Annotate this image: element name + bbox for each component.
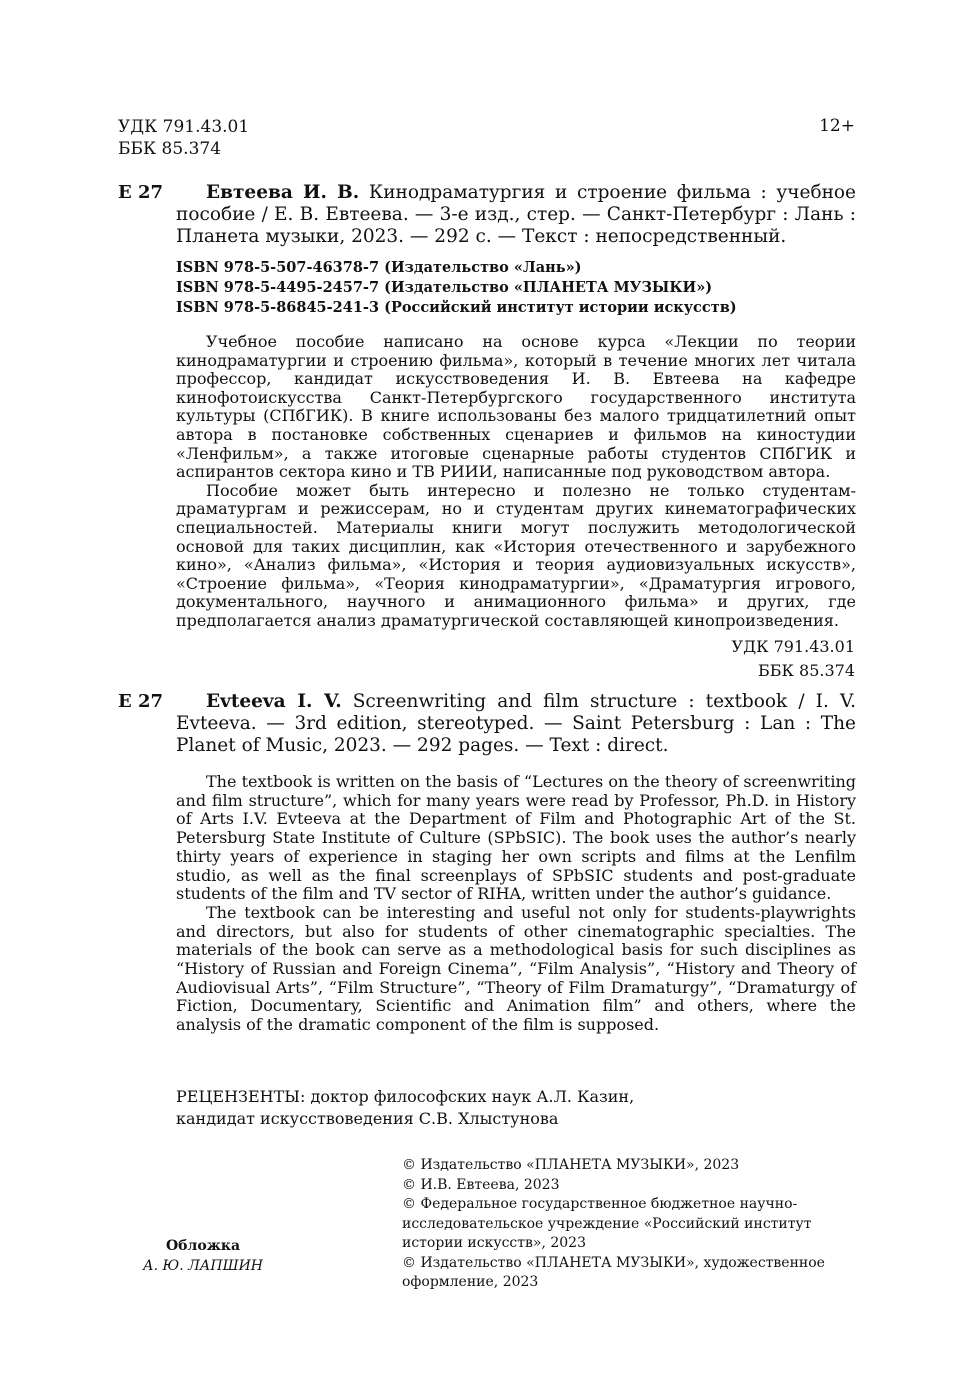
ru-classification-right	[732, 635, 855, 683]
isbn-list	[176, 258, 737, 318]
age-rating: 12+	[819, 116, 855, 136]
ru-abstract	[176, 333, 856, 631]
cover-artist: А. Ю. ЛАПШИН	[143, 1258, 263, 1274]
en-abstract-paragraph: The textbook can be interesting and useful not only for students-playwrights and directors, but also for students of other cinematographic specialties. The materials of the book can serve as a methodological basis for such disciplines as “History of Russian and Foreign Cinema”, “Film Analysis”, “History and Theory of Audiovisual Arts”, “Film Structure”, “Theory of Film Dramaturgy”, “Dramaturgy of Fiction, Documentary, Scientific and Animation film” and others, where the analysis of the dramatic component of the film is supposed.	[176, 902, 856, 1035]
reviewer-line-1: РЕЦЕНЗЕНТЫ: доктор философских наук А.Л. Казин,	[176, 1087, 635, 1106]
isbn-riii: ISBN 978-5-86845-241-3 (Российский институт истории искусств)	[176, 299, 737, 316]
ru-abstract-paragraph: Пособие может быть интересно и полезно не только студентам-драматургам и режиссерам, но и студентам других кинематографических специальностей. Материалы книги могут послужить методологической основой для таких дисциплин, как «История отечественного и зарубежного кино», «Анализ фильма», «История и теория аудиовизуальных искусств», «Строение фильма», «Теория кинодраматургии», «Драматургия игрового, документального, научного и анимационного фильма» и других, где предполагается анализ драматургической составляющей кинопроизведения.	[176, 480, 856, 630]
en-abstract	[176, 773, 856, 1035]
bbk-code-right: ББК 85.374	[758, 661, 855, 680]
cover-credit	[118, 1236, 288, 1276]
ru-abstract-paragraph: Учебное пособие написано на основе курса «Лекции по теории кинодраматургии и строению фильма», который в течение многих лет читала профессор, кандидат искусствоведения И. В. Евтеева на кафедре кинофотоискусства Санкт-Петербургского государственного института культуры (СПбГИК). В книге использованы без малого тридцатилетний опыт автора в постановке собственных сценариев и фильмов на киностудии «Ленфильм», а также итоговые сценарные работы студентов СПбГИК и аспирантов сектора кино и ТВ РИИИ, написанные под руководством автора.	[176, 332, 856, 482]
copyright-line: © И.В. Евтеева, 2023	[402, 1176, 560, 1193]
copyright-block	[402, 1156, 862, 1293]
isbn-planeta: ISBN 978-5-4495-2457-7 (Издательство «ПЛАНЕТА МУЗЫКИ»)	[176, 279, 713, 296]
en-description: Screenwriting and film structure : textbook / I. V. Evteeva. — 3rd edition, stereotyped. — Saint Petersburg : Lan : The Planet of Music, 2023. — 292 pages. — Text : direct.	[176, 691, 856, 756]
udk-code-right: УДК 791.43.01	[731, 637, 855, 656]
isbn-lan: ISBN 978-5-507-46378-7 (Издательство «Лань»)	[176, 259, 582, 276]
bbk-code: ББК 85.374	[118, 139, 222, 159]
en-entry-code: E 27	[118, 691, 164, 712]
cover-label: Обложка	[165, 1238, 241, 1254]
classification-block	[118, 116, 249, 160]
ru-bibliographic-entry	[176, 182, 856, 248]
ru-description: Кинодраматургия и строение фильма : учебное пособие / Е. В. Евтеева. — 3-е изд., стер. — Санкт-Петербург : Лань : Планета музыки, 2023. — 292 с. — Текст : непосредственный.	[176, 182, 856, 247]
reviewer-line-2: кандидат искусствоведения С.В. Хлыстунова	[176, 1109, 559, 1128]
reviewers-block	[176, 1086, 634, 1130]
en-bibliographic-entry	[176, 691, 856, 757]
ru-entry-code: Е 27	[118, 182, 164, 203]
en-abstract-paragraph: The textbook is written on the basis of “Lectures on the theory of screenwriting and film structure”, which for many years were read by Professor, Ph.D. in History of Arts I.V. Evteeva at the Department of Film and Photographic Art of the St. Petersburg State Institute of Culture (SPbSIC). The book uses the author’s nearly thirty years of experience in staging her own scripts and films at the Lenfilm studio, as well as the final screenplays of SPbSIC students and post-graduate students of the film and TV sector of RIHA, written under the author’s guidance.	[176, 772, 856, 904]
copyright-line: © Издательство «ПЛАНЕТА МУЗЫКИ», 2023	[402, 1157, 740, 1173]
en-author: Evteeva I. V.	[206, 691, 342, 712]
copyright-line: © Федеральное государственное бюджетное научно-исследовательское учреждение «Российский институт истории искусств», 2023	[402, 1196, 812, 1251]
ru-author: Евтеева И. В.	[206, 182, 360, 203]
udk-code: УДК 791.43.01	[118, 117, 250, 137]
copyright-line: © Издательство «ПЛАНЕТА МУЗЫКИ», художественное оформление, 2023	[402, 1254, 825, 1290]
